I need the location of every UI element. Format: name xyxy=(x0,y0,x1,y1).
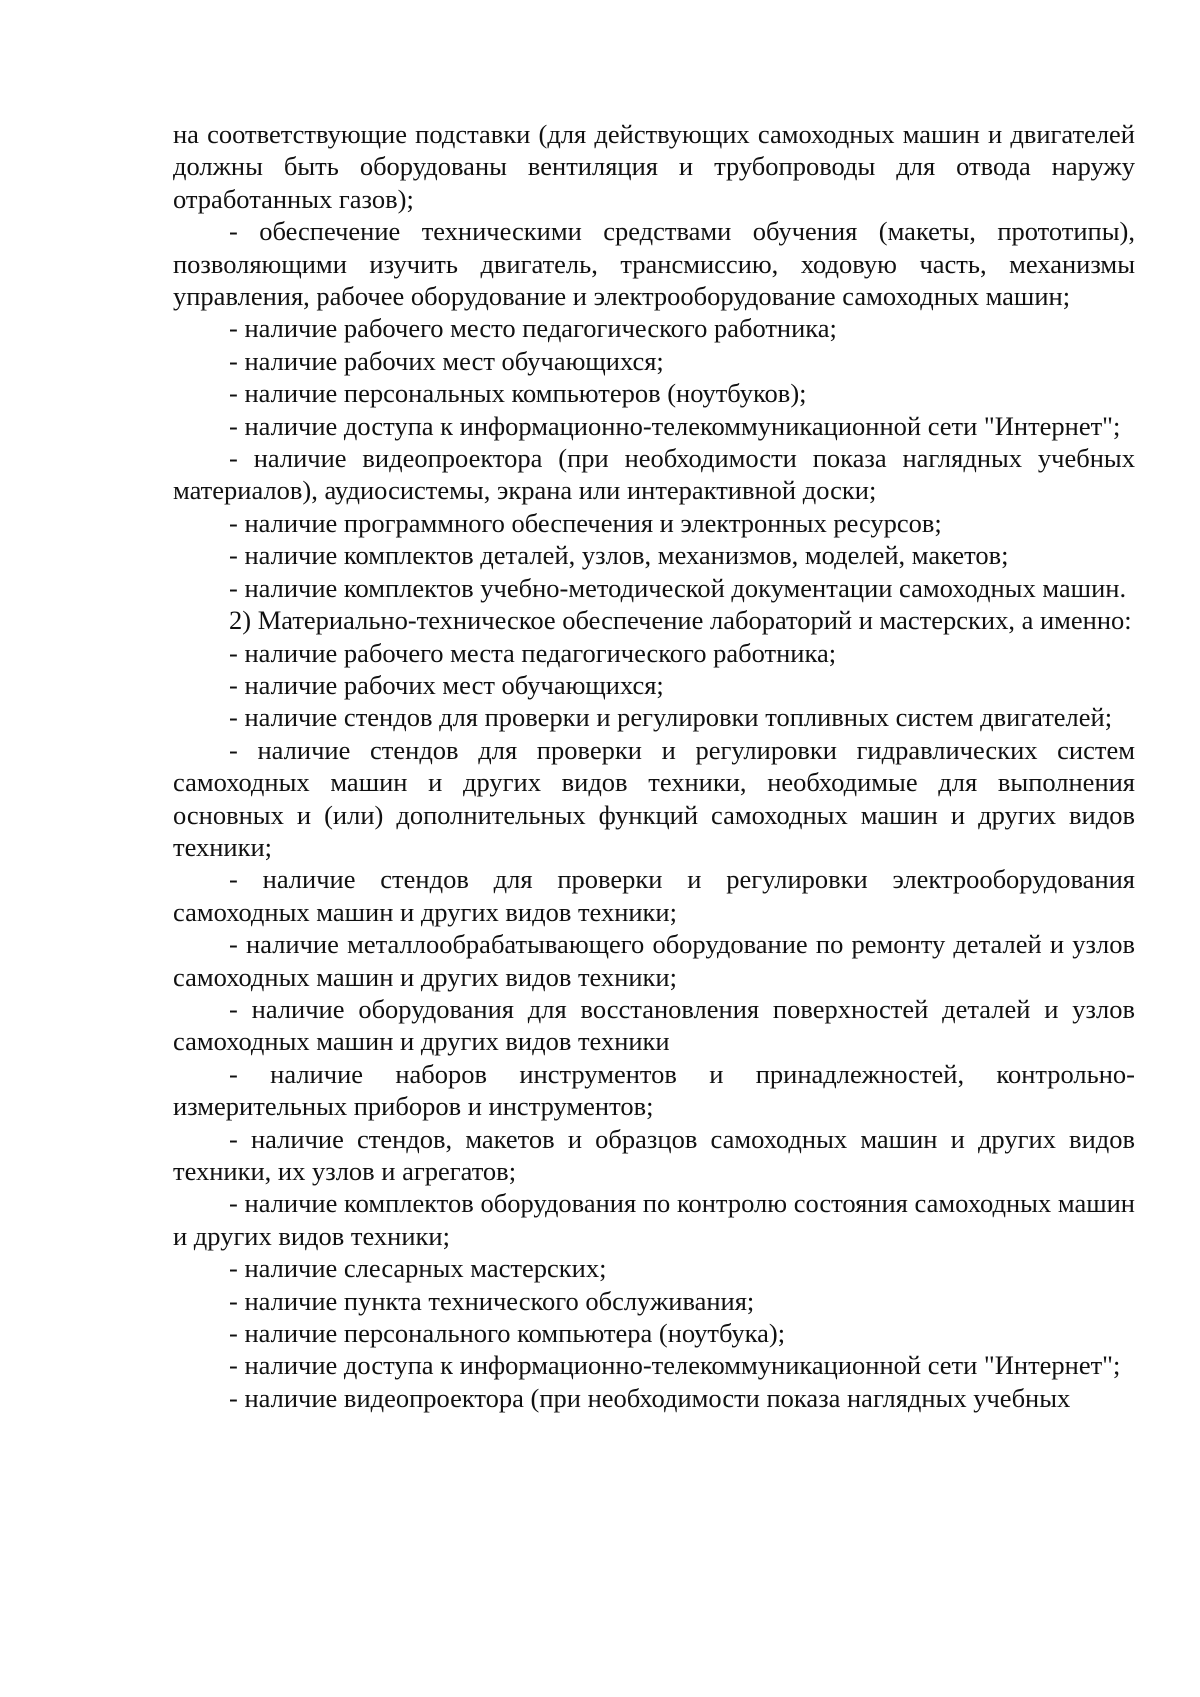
list-item: - наличие доступа к информационно-телекоммуникационной сети "Интернет"; xyxy=(229,410,1121,441)
document-page xyxy=(173,118,1135,1414)
list-item: - наличие комплектов деталей, узлов, механизмов, моделей, макетов; xyxy=(229,540,1009,571)
list-item: - наличие рабочего место педагогического работника; xyxy=(229,313,837,344)
list-item: - обеспечение техническими средствами обучения (макеты, прототипы), позволяющими изучить двигатель, трансмиссию, ходовую часть, механизмы управления, рабочее оборудование и электрооборудование самоходных машин; xyxy=(173,216,1135,312)
list-item: - наличие стендов для проверки и регулировки гидравлических систем самоходных машин и других видов техники, необходимые для выполнения основных и (или) дополнительных функций самоходных машин и других видов техники; xyxy=(173,734,1135,862)
list-item: - наличие стендов для проверки и регулировки топливных систем двигателей; xyxy=(229,702,1113,733)
list-item: - наличие пункта технического обслуживания; xyxy=(229,1285,755,1316)
list-item: - наличие стендов для проверки и регулировки электрооборудования самоходных машин и других видов техники; xyxy=(173,864,1135,927)
list-item: - наличие рабочих мест обучающихся; xyxy=(229,345,664,376)
list-item: - наличие оборудования для восстановления поверхностей деталей и узлов самоходных машин и других видов техники xyxy=(173,993,1135,1057)
list-item: - наличие персональных компьютеров (ноутбуков); xyxy=(229,378,807,409)
list-item: - наличие видеопроектора (при необходимости показа наглядных учебных материалов), аудиосистемы, экрана или интерактивной доски; xyxy=(173,443,1135,506)
list-item: - наличие рабочего места педагогического работника; xyxy=(229,637,837,668)
list-item: - наличие наборов инструментов и принадлежностей, контрольно-измерительных приборов и инструментов; xyxy=(173,1058,1135,1122)
list-item: - наличие комплектов оборудования по контролю состояния самоходных машин и других видов техники; xyxy=(173,1188,1135,1251)
list-item: - наличие слесарных мастерских; xyxy=(229,1253,607,1284)
list-item: - наличие персонального компьютера (ноутбука); xyxy=(229,1318,786,1349)
list-item: - наличие рабочих мест обучающихся; xyxy=(229,669,664,700)
list-item: - наличие видеопроектора (при необходимости показа наглядных учебных xyxy=(229,1382,1071,1413)
section-heading-paragraph: 2) Материально-техническое обеспечение лабораторий и мастерских, а именно: xyxy=(229,605,1132,636)
list-item: - наличие комплектов учебно-методической документации самоходных машин. xyxy=(229,572,1127,603)
list-item: - наличие стендов, макетов и образцов самоходных машин и других видов техники, их узлов и агрегатов; xyxy=(173,1123,1135,1186)
list-item: - наличие программного обеспечения и электронных ресурсов; xyxy=(229,507,942,538)
paragraph-continuation: на соответствующие подставки (для действующих самоходных машин и двигателей должны быть оборудованы вентиляция и трубопроводы для отвода наружу отработанных газов); xyxy=(173,119,1135,214)
list-item: - наличие металлообрабатывающего оборудование по ремонту деталей и узлов самоходных машин и других видов техники; xyxy=(173,929,1135,992)
list-item: - наличие доступа к информационно-телекоммуникационной сети "Интернет"; xyxy=(229,1350,1121,1381)
